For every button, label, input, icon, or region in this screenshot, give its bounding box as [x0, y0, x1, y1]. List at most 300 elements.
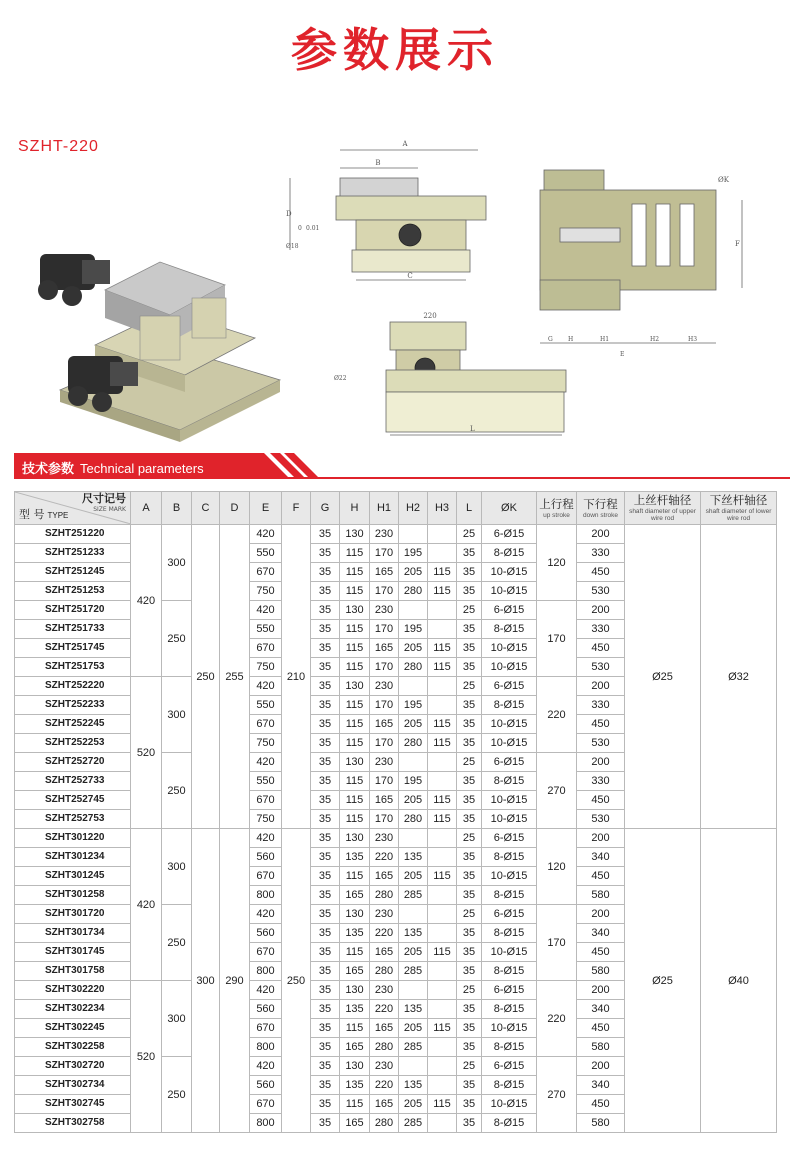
l-cell: 35 — [457, 810, 482, 829]
h1-cell: 165 — [370, 867, 399, 886]
k-cell: 6-Ø15 — [482, 601, 537, 620]
lower-rod-cell: Ø32 — [701, 525, 777, 829]
h3-cell: 115 — [428, 1095, 457, 1114]
g-cell: 35 — [311, 943, 340, 962]
l-cell: 35 — [457, 715, 482, 734]
down-stroke-cell: 330 — [577, 620, 625, 639]
l-cell: 35 — [457, 943, 482, 962]
params-table — [14, 491, 777, 1133]
k-cell: 8-Ø15 — [482, 886, 537, 905]
l-cell: 35 — [457, 658, 482, 677]
h2-cell: 135 — [399, 1076, 428, 1095]
k-cell: 10-Ø15 — [482, 715, 537, 734]
col-H: H — [340, 492, 370, 525]
h1-cell: 165 — [370, 715, 399, 734]
k-cell: 8-Ø15 — [482, 924, 537, 943]
up-stroke-cell: 220 — [537, 981, 577, 1057]
h2-cell: 205 — [399, 1095, 428, 1114]
g-cell: 35 — [311, 1000, 340, 1019]
k-cell: 6-Ø15 — [482, 677, 537, 696]
dim-H-label: H — [568, 336, 574, 343]
h2-cell — [399, 981, 428, 1000]
e-cell: 550 — [250, 544, 282, 563]
h2-cell: 205 — [399, 867, 428, 886]
model-cell: SZHT252745 — [15, 791, 131, 810]
h1-cell: 165 — [370, 639, 399, 658]
down-stroke-cell: 340 — [577, 924, 625, 943]
l-cell: 35 — [457, 924, 482, 943]
dim-C-label: C — [407, 272, 413, 280]
down-stroke-cell: 200 — [577, 905, 625, 924]
banner-cn: 技术参数 — [22, 462, 75, 477]
e-cell: 750 — [250, 810, 282, 829]
h3-cell: 115 — [428, 810, 457, 829]
size-mark-cn: 尺寸记号 — [82, 492, 126, 505]
e-cell: 560 — [250, 1000, 282, 1019]
down-stroke-cell: 450 — [577, 639, 625, 658]
d-cell: 290 — [220, 829, 250, 1133]
g-cell: 35 — [311, 867, 340, 886]
h3-cell — [428, 753, 457, 772]
g-cell: 35 — [311, 753, 340, 772]
dim-B-label: B — [375, 159, 381, 167]
down-stroke-cell: 200 — [577, 525, 625, 544]
e-cell: 670 — [250, 563, 282, 582]
h1-cell: 165 — [370, 791, 399, 810]
h-cell: 130 — [340, 753, 370, 772]
h2-cell — [399, 753, 428, 772]
e-cell: 420 — [250, 905, 282, 924]
down-stroke-cell: 200 — [577, 981, 625, 1000]
f-cell: 250 — [282, 829, 311, 1133]
l-cell: 35 — [457, 734, 482, 753]
model-cell: SZHT252220 — [15, 677, 131, 696]
b-cell: 250 — [162, 753, 192, 829]
l-cell: 35 — [457, 886, 482, 905]
e-cell: 800 — [250, 1038, 282, 1057]
e-cell: 420 — [250, 601, 282, 620]
up-stroke-cell: 170 — [537, 905, 577, 981]
k-cell: 6-Ø15 — [482, 905, 537, 924]
model-cell: SZHT301234 — [15, 848, 131, 867]
dim-H3-label: H3 — [688, 336, 698, 343]
l-cell: 35 — [457, 962, 482, 981]
col-E: E — [250, 492, 282, 525]
e-cell: 670 — [250, 1019, 282, 1038]
col-A: A — [131, 492, 162, 525]
h3-cell — [428, 601, 457, 620]
g-cell: 35 — [311, 696, 340, 715]
l-cell: 35 — [457, 639, 482, 658]
model-cell: SZHT251753 — [15, 658, 131, 677]
e-cell: 670 — [250, 791, 282, 810]
g-cell: 35 — [311, 1057, 340, 1076]
down-stroke-cell: 330 — [577, 772, 625, 791]
k-cell: 6-Ø15 — [482, 1057, 537, 1076]
l-cell: 25 — [457, 601, 482, 620]
h-cell: 165 — [340, 1114, 370, 1133]
h1-cell: 170 — [370, 772, 399, 791]
k-cell: 6-Ø15 — [482, 525, 537, 544]
col-L: L — [457, 492, 482, 525]
k-cell: 8-Ø15 — [482, 962, 537, 981]
dim-H1-label: H1 — [600, 336, 610, 343]
h2-cell: 205 — [399, 1019, 428, 1038]
h3-cell — [428, 620, 457, 639]
g-cell: 35 — [311, 905, 340, 924]
h-cell: 115 — [340, 791, 370, 810]
e-cell: 420 — [250, 1057, 282, 1076]
h3-cell — [428, 525, 457, 544]
l-cell: 35 — [457, 867, 482, 886]
col-C: C — [192, 492, 220, 525]
down-stroke-cell: 340 — [577, 1076, 625, 1095]
down-stroke-cell: 580 — [577, 962, 625, 981]
h-cell: 115 — [340, 867, 370, 886]
l-cell: 35 — [457, 582, 482, 601]
model-label: SZHT-220 — [18, 138, 99, 155]
e-cell: 560 — [250, 848, 282, 867]
h3-cell: 115 — [428, 867, 457, 886]
e-cell: 800 — [250, 1114, 282, 1133]
down-stroke-cell: 200 — [577, 601, 625, 620]
h-cell: 165 — [340, 1038, 370, 1057]
k-cell: 6-Ø15 — [482, 981, 537, 1000]
h-cell: 130 — [340, 905, 370, 924]
l-cell: 25 — [457, 829, 482, 848]
h1-cell: 280 — [370, 1114, 399, 1133]
side-view-drawing — [386, 322, 566, 435]
model-cell: SZHT252720 — [15, 753, 131, 772]
l-cell: 25 — [457, 677, 482, 696]
col-H3: H3 — [428, 492, 457, 525]
top-view-drawing — [540, 170, 742, 343]
col-H2: H2 — [399, 492, 428, 525]
c-cell: 250 — [192, 525, 220, 829]
g-cell: 35 — [311, 772, 340, 791]
h2-cell — [399, 601, 428, 620]
model-cell: SZHT302234 — [15, 1000, 131, 1019]
down-stroke-cell: 530 — [577, 658, 625, 677]
down-stroke-cell: 330 — [577, 544, 625, 563]
l-cell: 35 — [457, 620, 482, 639]
e-cell: 670 — [250, 639, 282, 658]
g-cell: 35 — [311, 563, 340, 582]
dim-E-label: E — [620, 351, 625, 358]
e-cell: 560 — [250, 924, 282, 943]
model-cell: SZHT302758 — [15, 1114, 131, 1133]
dim-220-label: 220 — [423, 312, 437, 320]
h2-cell: 280 — [399, 734, 428, 753]
down-stroke-cell: 580 — [577, 1114, 625, 1133]
h-cell: 115 — [340, 563, 370, 582]
model-cell: SZHT251245 — [15, 563, 131, 582]
h2-cell: 205 — [399, 715, 428, 734]
model-cell: SZHT252233 — [15, 696, 131, 715]
e-cell: 420 — [250, 981, 282, 1000]
down-stroke-cell: 200 — [577, 753, 625, 772]
h1-cell: 220 — [370, 924, 399, 943]
e-cell: 750 — [250, 734, 282, 753]
h3-cell — [428, 1076, 457, 1095]
h1-cell: 165 — [370, 1019, 399, 1038]
col-down-stroke: 下行程 down stroke — [577, 492, 625, 525]
k-cell: 10-Ø15 — [482, 791, 537, 810]
h1-cell: 165 — [370, 563, 399, 582]
h3-cell: 115 — [428, 715, 457, 734]
h-cell: 130 — [340, 525, 370, 544]
h1-cell: 280 — [370, 886, 399, 905]
k-cell: 8-Ø15 — [482, 848, 537, 867]
h-cell: 135 — [340, 848, 370, 867]
h1-cell: 170 — [370, 810, 399, 829]
h-cell: 115 — [340, 772, 370, 791]
h3-cell — [428, 905, 457, 924]
h1-cell: 230 — [370, 525, 399, 544]
k-cell: 8-Ø15 — [482, 696, 537, 715]
k-cell: 10-Ø15 — [482, 943, 537, 962]
e-cell: 670 — [250, 867, 282, 886]
down-stroke-cell: 200 — [577, 677, 625, 696]
h3-cell: 115 — [428, 582, 457, 601]
b-cell: 250 — [162, 905, 192, 981]
size-mark-en: SIZE MARK — [93, 506, 126, 513]
h-cell: 130 — [340, 981, 370, 1000]
down-stroke-cell: 450 — [577, 791, 625, 810]
l-cell: 35 — [457, 696, 482, 715]
h-cell: 115 — [340, 715, 370, 734]
h1-cell: 280 — [370, 1038, 399, 1057]
h3-cell: 115 — [428, 658, 457, 677]
h3-cell — [428, 1038, 457, 1057]
model-cell: SZHT301258 — [15, 886, 131, 905]
k-cell: 10-Ø15 — [482, 639, 537, 658]
h2-cell: 285 — [399, 886, 428, 905]
h1-cell: 220 — [370, 848, 399, 867]
h-cell: 115 — [340, 582, 370, 601]
down-stroke-cell: 530 — [577, 734, 625, 753]
model-cell: SZHT251233 — [15, 544, 131, 563]
h2-cell: 195 — [399, 544, 428, 563]
model-cell: SZHT302745 — [15, 1095, 131, 1114]
h3-cell — [428, 772, 457, 791]
model-cell: SZHT252245 — [15, 715, 131, 734]
col-upper-rod: 上丝杆轴径 shaft diameter of upper wire rod — [625, 492, 701, 525]
down-stroke-cell: 200 — [577, 829, 625, 848]
model-cell: SZHT251720 — [15, 601, 131, 620]
k-cell: 8-Ø15 — [482, 1114, 537, 1133]
h-cell: 165 — [340, 886, 370, 905]
h-cell: 130 — [340, 601, 370, 620]
g-cell: 35 — [311, 601, 340, 620]
h1-cell: 170 — [370, 696, 399, 715]
h1-cell: 170 — [370, 734, 399, 753]
l-cell: 35 — [457, 772, 482, 791]
dim-A-label: A — [402, 140, 408, 148]
technical-drawings — [0, 130, 790, 450]
h-cell: 115 — [340, 1095, 370, 1114]
h1-cell: 230 — [370, 753, 399, 772]
down-stroke-cell: 580 — [577, 886, 625, 905]
l-cell: 25 — [457, 905, 482, 924]
h3-cell — [428, 696, 457, 715]
h2-cell — [399, 677, 428, 696]
h2-cell: 205 — [399, 563, 428, 582]
e-cell: 670 — [250, 1095, 282, 1114]
h2-cell — [399, 525, 428, 544]
dim-G-label: G — [548, 336, 553, 343]
e-cell: 560 — [250, 1076, 282, 1095]
f-cell: 210 — [282, 525, 311, 829]
down-stroke-cell: 450 — [577, 563, 625, 582]
e-cell: 550 — [250, 696, 282, 715]
h2-cell: 285 — [399, 1038, 428, 1057]
k-cell: 8-Ø15 — [482, 544, 537, 563]
type-en: TYPE — [47, 511, 69, 520]
down-stroke-cell: 340 — [577, 848, 625, 867]
h2-cell: 280 — [399, 582, 428, 601]
e-cell: 420 — [250, 829, 282, 848]
h2-cell: 195 — [399, 696, 428, 715]
h1-cell: 220 — [370, 1076, 399, 1095]
h3-cell — [428, 829, 457, 848]
g-cell: 35 — [311, 810, 340, 829]
l-cell: 35 — [457, 791, 482, 810]
h2-cell: 285 — [399, 962, 428, 981]
up-stroke-cell: 120 — [537, 829, 577, 905]
col-B: B — [162, 492, 192, 525]
b-cell: 250 — [162, 601, 192, 677]
dim-D-label: D — [286, 210, 292, 218]
h-cell: 130 — [340, 829, 370, 848]
down-stroke-cell: 450 — [577, 1095, 625, 1114]
e-cell: 420 — [250, 677, 282, 696]
g-cell: 35 — [311, 677, 340, 696]
k-cell: 8-Ø15 — [482, 620, 537, 639]
g-cell: 35 — [311, 1019, 340, 1038]
model-cell: SZHT251733 — [15, 620, 131, 639]
k-cell: 6-Ø15 — [482, 829, 537, 848]
dim-fit-tol: 0.01 — [306, 225, 320, 232]
h3-cell — [428, 981, 457, 1000]
dim-F-label: F — [735, 240, 740, 248]
h2-cell: 135 — [399, 848, 428, 867]
l-cell: 25 — [457, 1057, 482, 1076]
product-illustration — [38, 254, 280, 442]
col-up-stroke: 上行程 up stroke — [537, 492, 577, 525]
h1-cell: 165 — [370, 943, 399, 962]
h1-cell: 170 — [370, 544, 399, 563]
model-cell: SZHT301745 — [15, 943, 131, 962]
e-cell: 420 — [250, 753, 282, 772]
col-K: ØK — [482, 492, 537, 525]
h3-cell: 115 — [428, 1019, 457, 1038]
h-cell: 130 — [340, 1057, 370, 1076]
e-cell: 750 — [250, 658, 282, 677]
h-cell: 135 — [340, 1076, 370, 1095]
dim-phi18: Ø18 — [286, 243, 299, 250]
table-body — [15, 525, 777, 1133]
h3-cell — [428, 1057, 457, 1076]
h2-cell: 205 — [399, 943, 428, 962]
e-cell: 550 — [250, 772, 282, 791]
k-cell: 8-Ø15 — [482, 772, 537, 791]
down-stroke-cell: 450 — [577, 867, 625, 886]
model-cell: SZHT251220 — [15, 525, 131, 544]
e-cell: 420 — [250, 525, 282, 544]
k-cell: 10-Ø15 — [482, 1095, 537, 1114]
h1-cell: 220 — [370, 1000, 399, 1019]
a-cell: 520 — [131, 677, 162, 829]
a-cell: 420 — [131, 829, 162, 981]
h-cell: 115 — [340, 696, 370, 715]
k-cell: 10-Ø15 — [482, 810, 537, 829]
dim-H2-label: H2 — [650, 336, 660, 343]
h1-cell: 165 — [370, 1095, 399, 1114]
k-cell: 10-Ø15 — [482, 734, 537, 753]
model-cell: SZHT302258 — [15, 1038, 131, 1057]
k-cell: 8-Ø15 — [482, 1000, 537, 1019]
g-cell: 35 — [311, 791, 340, 810]
l-cell: 35 — [457, 1076, 482, 1095]
model-cell: SZHT252253 — [15, 734, 131, 753]
h3-cell — [428, 677, 457, 696]
g-cell: 35 — [311, 1076, 340, 1095]
h-cell: 115 — [340, 1019, 370, 1038]
h1-cell: 230 — [370, 1057, 399, 1076]
l-cell: 35 — [457, 1000, 482, 1019]
b-cell: 300 — [162, 525, 192, 601]
h2-cell — [399, 1057, 428, 1076]
h-cell: 115 — [340, 544, 370, 563]
model-cell: SZHT301720 — [15, 905, 131, 924]
h-cell: 115 — [340, 810, 370, 829]
model-cell: SZHT252753 — [15, 810, 131, 829]
h3-cell — [428, 924, 457, 943]
model-cell: SZHT302720 — [15, 1057, 131, 1076]
h1-cell: 230 — [370, 829, 399, 848]
g-cell: 35 — [311, 525, 340, 544]
h1-cell: 230 — [370, 601, 399, 620]
h-cell: 115 — [340, 620, 370, 639]
h1-cell: 230 — [370, 905, 399, 924]
h2-cell: 135 — [399, 924, 428, 943]
e-cell: 800 — [250, 886, 282, 905]
dim-fit-top: 0 — [298, 225, 302, 232]
g-cell: 35 — [311, 981, 340, 1000]
h3-cell: 115 — [428, 639, 457, 658]
h-cell: 115 — [340, 639, 370, 658]
g-cell: 35 — [311, 544, 340, 563]
h1-cell: 230 — [370, 677, 399, 696]
h3-cell — [428, 1000, 457, 1019]
col-lower-rod: 下丝杆轴径 shaft diameter of lower wire rod — [701, 492, 777, 525]
h3-cell: 115 — [428, 791, 457, 810]
model-cell: SZHT301245 — [15, 867, 131, 886]
h2-cell — [399, 829, 428, 848]
h2-cell — [399, 905, 428, 924]
h3-cell — [428, 962, 457, 981]
h2-cell: 280 — [399, 810, 428, 829]
k-cell: 6-Ø15 — [482, 753, 537, 772]
g-cell: 35 — [311, 886, 340, 905]
h1-cell: 170 — [370, 582, 399, 601]
h-cell: 130 — [340, 677, 370, 696]
h3-cell — [428, 1114, 457, 1133]
h3-cell — [428, 848, 457, 867]
h3-cell — [428, 886, 457, 905]
h2-cell: 205 — [399, 791, 428, 810]
